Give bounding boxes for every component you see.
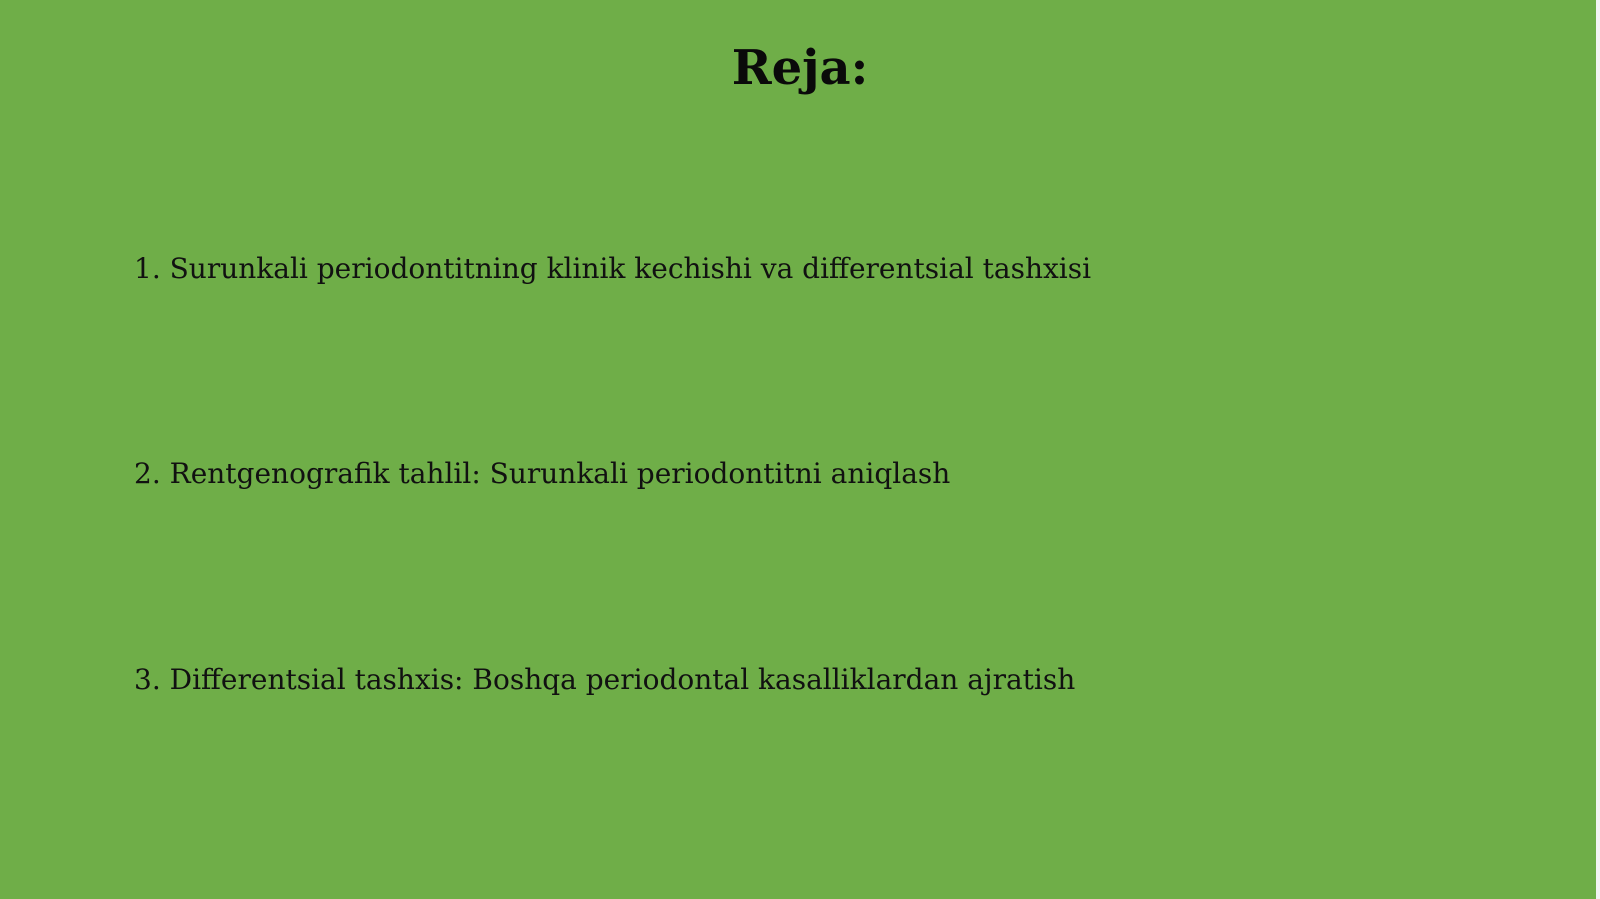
agenda-item-1: 1. Surunkali periodontitning klinik kechishi va differentsial tashxisi xyxy=(134,252,1092,285)
agenda-item-2: 2. Rentgenografik tahlil: Surunkali periodontitni aniqlash xyxy=(134,457,951,490)
slide-title: Reja: xyxy=(731,40,869,96)
agenda-item-3: 3. Differentsial tashxis: Boshqa periodontal kasalliklardan ajratish xyxy=(134,663,1076,696)
slide-edge xyxy=(1596,0,1600,899)
